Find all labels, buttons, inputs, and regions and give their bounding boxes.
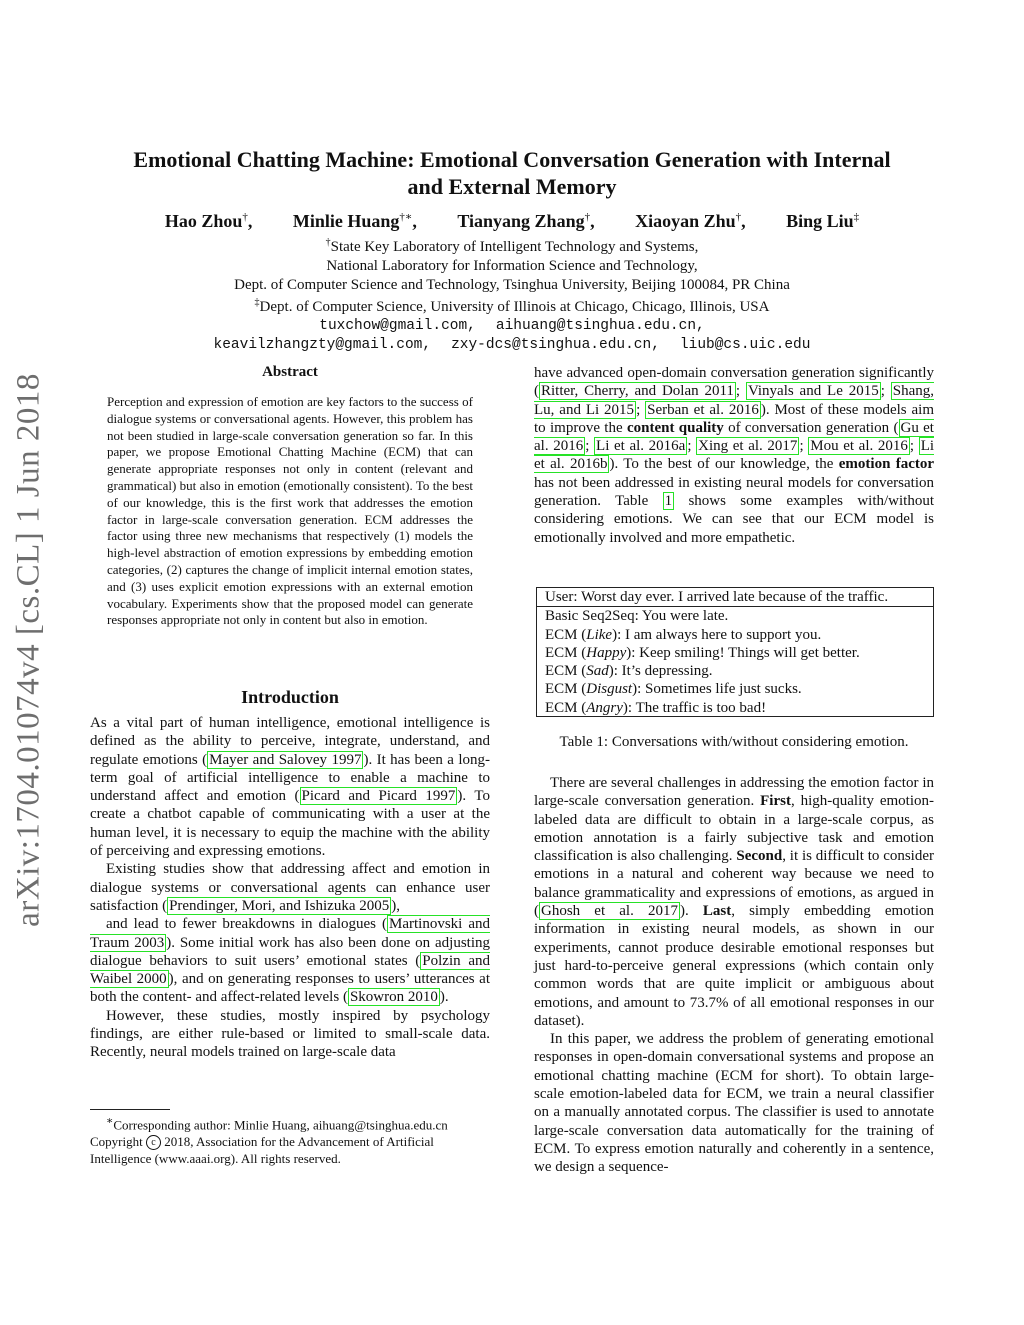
email-line xyxy=(80,336,944,355)
citation-link[interactable]: Mou et al. 2016 xyxy=(810,438,908,455)
arxiv-stamp-text: arXiv:1704.01074v4 [cs.CL] 1 Jun 2018 xyxy=(10,373,47,927)
paragraph: Existing studies show that addressing affect and emotion in dialogue systems or conversational agents can enhance user satisfaction ( Prendinger, Mori, and Ishizuka 2005 ), xyxy=(90,861,490,914)
author: Tianyang Zhang†, xyxy=(457,211,595,231)
citation-link[interactable]: Ghosh et al. 2017 xyxy=(541,903,678,920)
affiliation-line: ‡Dept. of Computer Science, University of Illinois at Chicago, Chicago, Illinois, USA xyxy=(254,297,770,316)
citation-link[interactable]: Ritter, Cherry, and Dolan 2011 xyxy=(541,383,734,400)
author: Bing Liu‡ xyxy=(786,211,860,231)
table-reference-link[interactable]: 1 xyxy=(664,493,673,510)
title-line-1: Emotional Chatting Machine: Emotional Conversation Generation with Internal xyxy=(133,147,891,172)
right-column-bottom-text xyxy=(534,774,934,1177)
citation-link[interactable]: Li et al. 2016b xyxy=(534,438,935,473)
email-link[interactable]: zxy-dcs@tsinghua.edu.cn, xyxy=(451,336,660,353)
table-row: User: Worst day ever. I arrived late because of the traffic. xyxy=(537,588,933,607)
table-row: ECM (Angry): The traffic is too bad! xyxy=(545,699,767,716)
author: Minlie Huang†∗, xyxy=(292,211,417,231)
paragraph: and lead to fewer breakdowns in dialogues ( Martinovski and Traum 2003 ). Some initial work has also been done on adjusting dialogue behaviors to suit users’ emotional states ( Polzin and Waibel 2000 ), and on generating responses to users’ utterances at both the content- and affect-related levels ( Skowron 2010 ). xyxy=(90,916,491,1006)
paragraph: However, these studies, mostly inspired by psychology findings, are either rule-based or limited to small-scale data. Recently, neural models trained on large-scale data xyxy=(90,1007,490,1061)
affiliation-line: National Laboratory for Information Science and Technology, xyxy=(326,257,698,274)
introduction-heading: Introduction xyxy=(241,687,339,707)
affiliation-line: †State Key Laboratory of Intelligent Technology and Systems, xyxy=(325,237,699,255)
citation-link[interactable]: Martinovski and Traum 2003 xyxy=(90,916,490,951)
email-link[interactable]: tuxchow@gmail.com, xyxy=(319,318,476,335)
affiliation-line: Dept. of Computer Science and Technology, Tsinghua University, Beijing 100084, PR China xyxy=(234,276,790,293)
citation-link[interactable]: Gu et al. 2016 xyxy=(534,419,934,455)
copyright-icon: c xyxy=(146,1135,161,1150)
affiliations xyxy=(80,234,944,355)
citation-link[interactable]: Polzin and Waibel 2000 xyxy=(90,952,490,988)
paper-title xyxy=(80,146,944,200)
citation-link[interactable]: Skowron 2010 xyxy=(349,989,438,1006)
abstract-body: Perception and expression of emotion are key factors to the success of dialogue systems or conversational agents. However, this problem has not been studied in large-scale conversation generation so far. In this paper, we propose Emotional Chatting Machine (ECM) that can generate appropriate responses not only in content (relevant and grammatical) but also in emotion (emotionally consistent). To the best of our knowledge, this is the first work that addresses the emotion factor in large-scale conversation generation. ECM addresses the factor using three new mechanisms that respectively (1) models the high-level abstraction of emotion expressions by embedding emotion categories, (2) captures the change of implicit internal emotion states, and (3) uses explicit emotion expressions with an external emotion vocabulary. Experiments show that the proposed model can generate responses appropriate not only in content but also in emotion. xyxy=(107,394,473,628)
author: Xiaoyan Zhu†, xyxy=(635,211,746,231)
table-row: ECM (Sad): It’s depressing. xyxy=(545,663,713,680)
email-line xyxy=(80,317,944,336)
email-link[interactable]: liub@cs.uic.edu xyxy=(679,336,811,353)
table-1 xyxy=(536,587,934,717)
right-column-top-text xyxy=(534,364,934,547)
email-link[interactable]: keavilzhangzty@gmail.com, xyxy=(213,336,432,353)
citation-link[interactable]: Prendinger, Mori, and Ishizuka 2005 xyxy=(169,897,390,914)
table-caption: Table 1: Conversations with/without considering emotion. xyxy=(559,734,909,750)
footnote-rule xyxy=(90,1109,170,1110)
footnote-text: ∗Corresponding author: Minlie Huang, aihuang@tsinghua.edu.cn xyxy=(106,1115,448,1133)
email-link[interactable]: aihuang@tsinghua.edu.cn, xyxy=(495,318,705,335)
paragraph: There are several challenges in addressing the emotion factor in large-scale conversation generation. First, high-quality emotion-labeled data are difficult to obtain in a large-scale corpus, as emotion annotation is a fairly subjective task and emotion classification is also challenging. Second, it is difficult to consider emotions in a natural and coherent way because we need to balance grammaticality and expressions of emotions, as argued in ( Ghosh et al. 2017 ). Last, simply embedding emotion information in existing neural models, as shown in our experiments, cannot produce desirable emotional responses but just hard-to-perceive general expressions (which contain only common words that are quite implicit or ambiguous about emotions, and amount to 73.7% of all emotional responses in our dataset). xyxy=(534,775,935,1029)
table-row: ECM (Like): I am always here to support you. xyxy=(545,626,822,643)
citation-link[interactable]: Mayer and Salovey 1997 xyxy=(209,751,362,768)
citation-link[interactable]: Xing et al. 2017 xyxy=(698,438,798,455)
citation-link[interactable]: Shang, Lu, and Li 2015 xyxy=(534,383,935,418)
table-row: Basic Seq2Seq: You were late. xyxy=(545,608,729,625)
footnote xyxy=(90,1113,490,1167)
citation-link[interactable]: Picard and Picard 1997 xyxy=(301,788,456,805)
abstract-heading: Abstract xyxy=(262,364,318,380)
table-row: ECM (Happy): Keep smiling! Things will get better. xyxy=(545,644,860,661)
table-row: ECM (Disgust): Sometimes life just sucks. xyxy=(545,681,802,698)
copyright-notice: Copyright c 2018, Association for the Advancement of Artificial Intelligence (www.aaai.org). All rights reserved. xyxy=(90,1133,434,1166)
paragraph: As a vital part of human intelligence, emotional intelligence is defined as the ability to perceive, integrate, understand, and regulate emotions ( Mayer and Salovey 1997 ). It has been a long-term goal of artificial intelligence to enable a machine to understand affect and emotion ( Picard and Picard 1997 ). To create a chatbot capable of communicating with a user at the human level, it is necessary to equip the machine with the ability of perceiving and expressing emotions. xyxy=(90,715,490,860)
citation-link[interactable]: Serban et al. 2016 xyxy=(647,401,759,418)
author: Hao Zhou†, xyxy=(164,211,253,231)
citation-link[interactable]: Vinyals and Le 2015 xyxy=(747,383,879,400)
paragraph: In this paper, we address the problem of generating emotional responses in open-domain conversational systems and propose an emotional chatting machine (ECM for short). To obtain large-scale emotion-labeled data for ECM, we train a neural classifier on a manually annotated corpus. The classifier is used to annotate large-scale conversation data automatically for the training of ECM. To express emotion naturally and coherently in a sentence, we design a sequence- xyxy=(534,1031,934,1176)
arxiv-stamp xyxy=(4,370,54,930)
left-column-text xyxy=(90,714,490,1062)
author-list xyxy=(80,210,944,232)
citation-link[interactable]: Li et al. 2016a xyxy=(596,438,686,455)
paragraph: have advanced open-domain conversation generation significantly ( Ritter, Cherry, and Dolan 2011 ; Vinyals and Le 2015 ; Shang, Lu, and Li 2015 ; Serban et al. 2016 ). Most of these models aim to improve the content quality of conversation generation ( Gu et al. 2016 ; Li et al. 2016a ; Xing et al. 2017 ; Mou et al. 2016 ; Li et al. 2016b ). To the best of our knowledge, the emotion factor has not been addressed in existing neural models for conversation generation. Table 1 shows some examples with/without considering emotions. We can see that our ECM model is emotionally involved and more empathetic. xyxy=(534,365,935,546)
title-line-2: and External Memory xyxy=(407,174,617,199)
